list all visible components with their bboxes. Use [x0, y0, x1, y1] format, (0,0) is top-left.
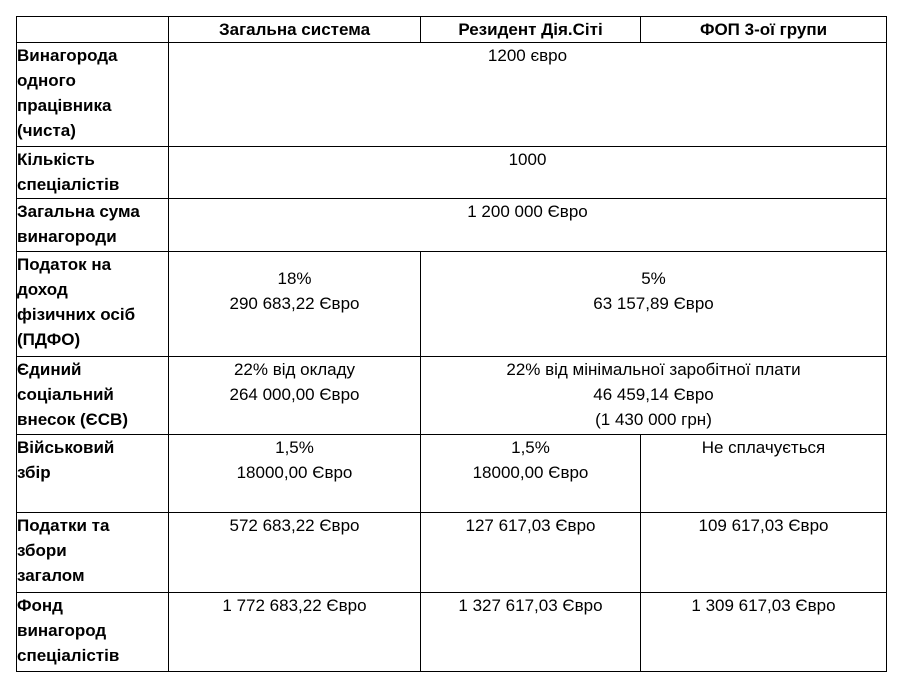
label-line: Єдиний [17, 360, 82, 379]
esv-diia-fop-rate: 22% від мінімальної заробітної плати [506, 360, 801, 379]
label-fund [17, 593, 169, 672]
label-line: загалом [17, 566, 85, 585]
taxes-total-fop: 109 617,03 Євро [641, 513, 887, 593]
label-specialists [17, 147, 169, 199]
label-line: збори [17, 541, 67, 560]
label-line: (ПДФО) [17, 330, 81, 349]
label-esv [17, 357, 169, 435]
label-line: винагороди [17, 227, 117, 246]
taxes-total-general: 572 683,22 Євро [169, 513, 421, 593]
row-taxes-total [17, 513, 887, 593]
military-diia-amount: 18000,00 Євро [472, 463, 589, 482]
label-line: одного [17, 71, 76, 90]
taxes-total-diia: 127 617,03 Євро [421, 513, 641, 593]
label-line: Фонд [17, 596, 63, 615]
tax-comparison-table [16, 16, 887, 672]
military-fop: Не сплачується [641, 435, 887, 513]
header-general-system: Загальна система [169, 17, 421, 43]
label-line: доход [17, 280, 68, 299]
pit-general-rate: 18% [277, 269, 312, 288]
esv-general-rate: 22% від окладу [233, 360, 356, 379]
label-salary [17, 43, 169, 147]
label-line: Кількість [17, 150, 95, 169]
military-diia-rate: 1,5% [511, 438, 550, 457]
header-fop-group-3: ФОП 3-ої групи [641, 17, 887, 43]
label-line: внесок (ЄСВ) [17, 410, 128, 429]
row-salary [17, 43, 887, 147]
label-line: винагород [17, 621, 107, 640]
row-specialists [17, 147, 887, 199]
esv-diia-fop-amount: 46 459,14 Євро [593, 385, 714, 404]
fund-diia: 1 327 617,03 Євро [421, 593, 641, 672]
label-taxes-total [17, 513, 169, 593]
label-total-salary [17, 199, 169, 252]
label-line: (чиста) [17, 121, 76, 140]
label-line: спеціалістів [17, 646, 120, 665]
military-general-amount: 18000,00 Євро [236, 463, 353, 482]
fund-fop: 1 309 617,03 Євро [641, 593, 887, 672]
esv-diia-fop-uah: (1 430 000 грн) [595, 410, 712, 429]
esv-diia-fop [421, 357, 887, 435]
label-line: працівника [17, 96, 112, 115]
label-line: Загальна сума [17, 202, 140, 221]
label-line: Військовий [17, 438, 115, 457]
label-line: фізичних осіб [17, 305, 136, 324]
row-esv [17, 357, 887, 435]
military-general-rate: 1,5% [275, 438, 314, 457]
row-total-salary [17, 199, 887, 252]
label-line: соціальний [17, 385, 114, 404]
header-corner [17, 17, 169, 43]
esv-general [169, 357, 421, 435]
row-pit [17, 252, 887, 357]
pit-diia-fop-rate: 5% [641, 269, 666, 288]
label-line: збір [17, 463, 51, 482]
label-line: Винагорода [17, 46, 118, 65]
military-general [169, 435, 421, 513]
pit-diia-fop-amount: 63 157,89 Євро [593, 294, 714, 313]
header-diia-city-resident: Резидент Дія.Сіті [421, 17, 641, 43]
fund-general: 1 772 683,22 Євро [169, 593, 421, 672]
pit-general-amount: 290 683,22 Євро [229, 294, 360, 313]
label-pit [17, 252, 169, 357]
label-line: Податок на [17, 255, 112, 274]
label-line: спеціалістів [17, 175, 120, 194]
label-military [17, 435, 169, 513]
header-row [17, 17, 887, 43]
pit-diia-fop [421, 252, 887, 357]
esv-general-amount: 264 000,00 Євро [229, 385, 360, 404]
military-diia [421, 435, 641, 513]
value-salary: 1200 євро [169, 43, 887, 147]
row-military [17, 435, 887, 513]
value-total-salary: 1 200 000 Євро [169, 199, 887, 252]
pit-general [169, 252, 421, 357]
value-specialists: 1000 [169, 147, 887, 199]
row-fund [17, 593, 887, 672]
label-line: Податки та [17, 516, 110, 535]
